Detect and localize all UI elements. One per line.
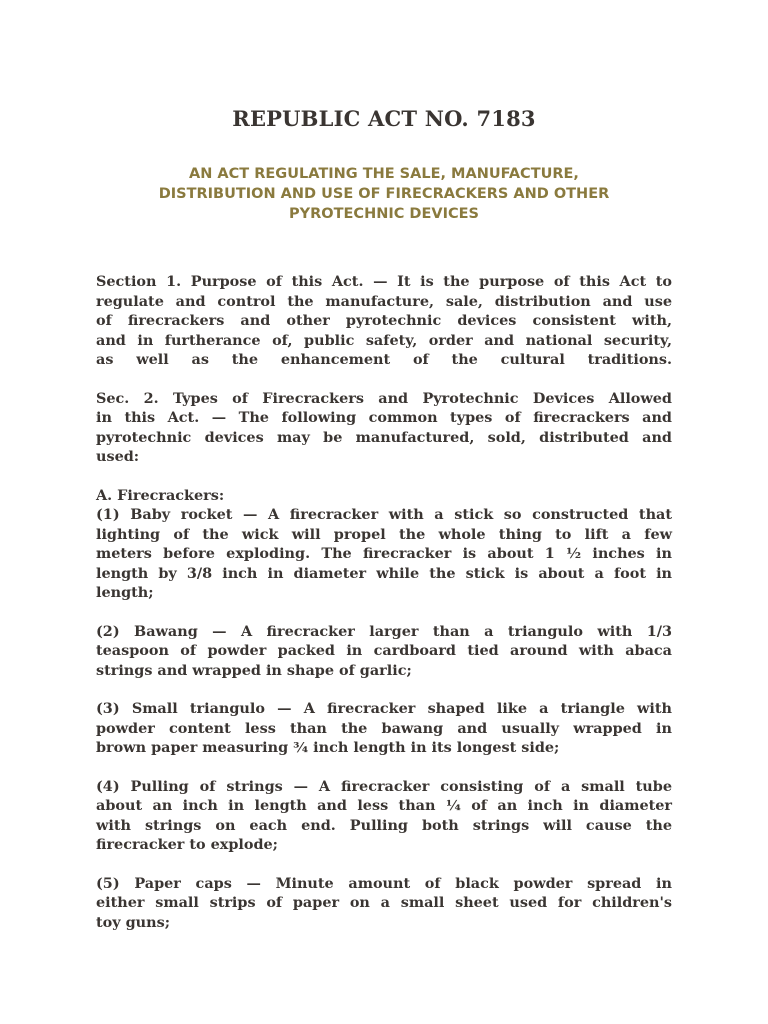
document-subtitle <box>96 164 672 224</box>
text-line: toy guns; <box>96 913 171 931</box>
text-line: regulate and control the manufacture, sale, distribution and use <box>96 292 672 310</box>
text-line: with strings on each end. Pulling both strings will cause the <box>96 816 672 834</box>
text-line: meters before exploding. The firecracker is about 1 ½ inches in <box>96 545 672 562</box>
text-line: used: <box>96 448 140 465</box>
text-line: (3) Small triangulo — A firecracker shaped like a triangle with <box>96 700 672 717</box>
text-line: Section 1. Purpose of this Act. — It is the purpose of this Act to <box>96 273 672 290</box>
text-line: and in furtherance of, public safety, order and national security, <box>96 331 672 349</box>
text-line: pyrotechnic devices may be manufactured, sold, distributed and <box>96 428 672 446</box>
text-line: (5) Paper caps — Minute amount of black powder spread in <box>96 874 672 892</box>
item-3-paragraph <box>96 699 672 758</box>
section-1-paragraph <box>96 272 672 370</box>
text-line: about an inch in length and less than ¼ of an inch in diameter <box>96 797 672 814</box>
text-line: (4) Pulling of strings — A firecracker consisting of a small tube <box>96 777 672 795</box>
subtitle-line: AN ACT REGULATING THE SALE, MANUFACTURE, <box>189 166 579 182</box>
text-line: either small strips of paper on a small sheet used for children's <box>96 894 672 911</box>
text-line: lighting of the wick will propel the whole thing to lift a few <box>96 525 672 543</box>
text-line: length by 3/8 inch in diameter while the stick is about a foot in <box>96 564 672 582</box>
text-line: powder content less than the bawang and usually wrapped in <box>96 719 672 737</box>
item-4-paragraph <box>96 777 672 855</box>
text-line: firecracker to explode; <box>96 836 278 853</box>
text-line: (2) Bawang — A firecracker larger than a triangulo with 1/3 <box>96 622 672 640</box>
text-line: teaspoon of powder packed in cardboard tied around with abaca <box>96 642 672 659</box>
subtitle-line: DISTRIBUTION AND USE OF FIRECRACKERS AND OTHER <box>158 186 610 202</box>
item-5-paragraph <box>96 874 672 933</box>
text-line: strings and wrapped in shape of garlic; <box>96 661 412 679</box>
text-line: as well as the enhancement of the cultural traditions. <box>96 351 672 368</box>
firecrackers-heading: A. Firecrackers: <box>96 486 225 504</box>
text-line: (1) Baby rocket — A firecracker with a stick so constructed that <box>96 506 672 523</box>
text-line: in this Act. — The following common types of firecrackers and <box>96 409 672 426</box>
item-1-paragraph <box>96 486 672 603</box>
document-title: REPUBLIC ACT NO. 7183 <box>232 106 536 131</box>
section-2-paragraph <box>96 389 672 467</box>
text-line: of firecrackers and other pyrotechnic devices consistent with, <box>96 312 672 329</box>
text-line: Sec. 2. Types of Firecrackers and Pyrotechnic Devices Allowed <box>96 389 672 407</box>
subtitle-line: PYROTECHNIC DEVICES <box>289 206 479 222</box>
item-2-paragraph <box>96 622 672 681</box>
text-line: brown paper measuring ¾ inch length in its longest side; <box>96 739 560 756</box>
document-body <box>96 272 672 932</box>
text-line: length; <box>96 584 154 601</box>
